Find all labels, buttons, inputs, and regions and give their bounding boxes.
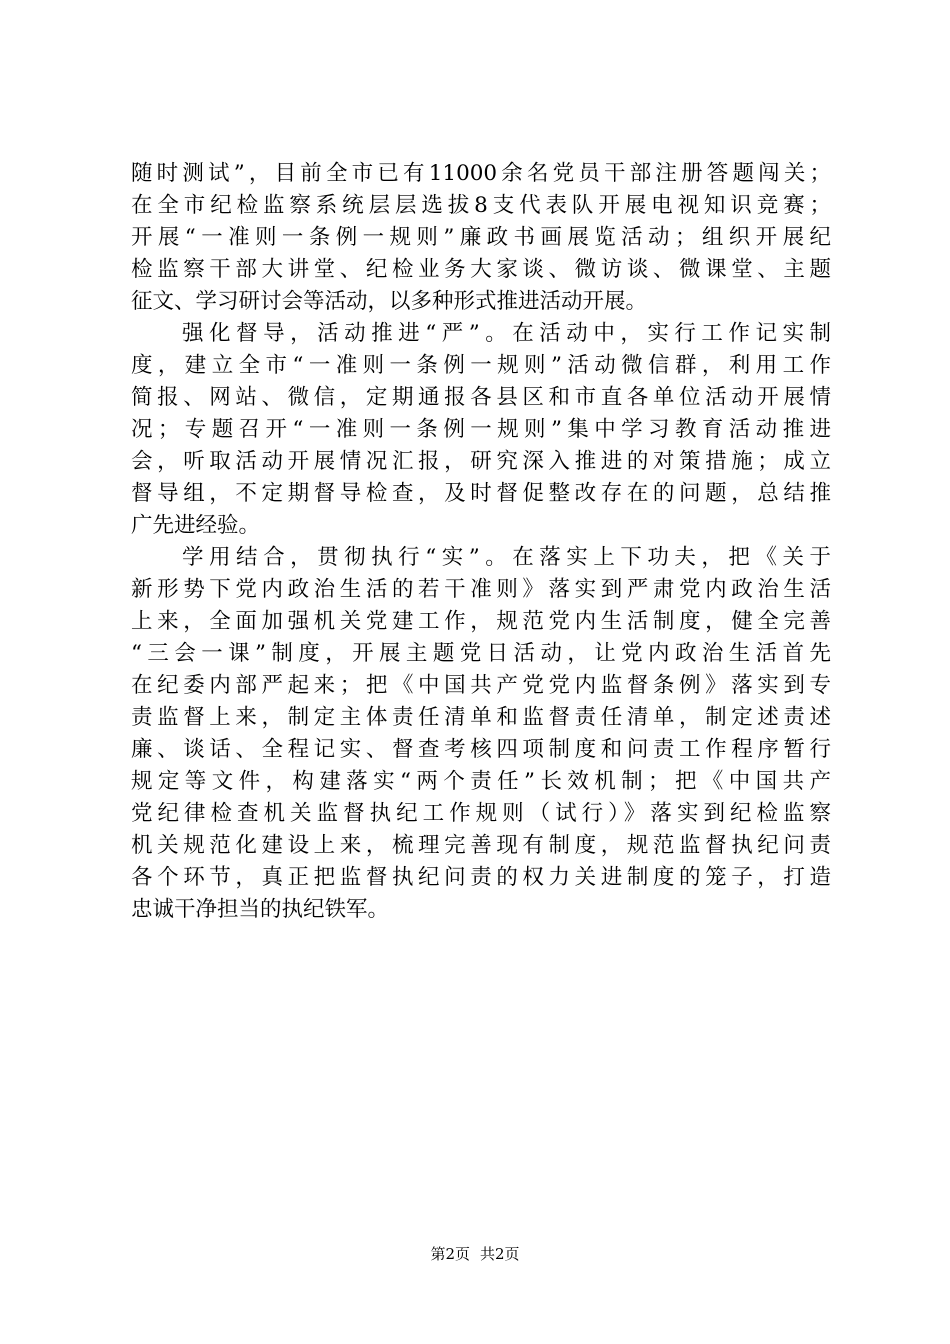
page-number: 第2页: [430, 1245, 470, 1263]
text-line: 征文、学习研讨会等活动，以多种形式推进活动开展。: [131, 289, 648, 314]
text-line: 责监督上来，制定主体责任清单和监督责任清单，制定述责述: [131, 705, 831, 730]
text-line: 规定等文件，构建落实“两个责任”长效机制；把《中国共产: [131, 769, 831, 794]
text-line: 在全市纪检监察系统层层选拔8支代表队开展电视知识竞赛；: [131, 193, 831, 218]
text-line: 况；专题召开“一准则一条例一规则”集中学习教育活动推进: [131, 417, 831, 442]
text-line: 简报、网站、微信，定期通报各县区和市直各单位活动开展情: [131, 385, 831, 410]
text-line: “三会一课”制度，开展主题党日活动，让党内政治生活首先: [131, 641, 831, 666]
document-body: [131, 158, 831, 926]
text-line: 新形势下党内政治生活的若干准则》落实到严肃党内政治生活: [131, 577, 831, 602]
text-line: 在纪委内部严起来；把《中国共产党党内监督条例》落实到专: [131, 673, 831, 698]
page-total: 共2页: [480, 1245, 520, 1263]
paragraph-start-line: 学用结合，贯彻执行“实”。在落实上下功夫，把《关于: [182, 545, 831, 570]
text-line: 会，听取活动开展情况汇报，研究深入推进的对策措施；成立: [131, 449, 831, 474]
page-footer: [0, 1244, 950, 1264]
text-line: 上来，全面加强机关党建工作，规范党内生活制度，健全完善: [131, 609, 831, 634]
text-line: 党纪律检查机关监督执纪工作规则（试行）》落实到纪检监察: [131, 801, 831, 826]
text-line: 检监察干部大讲堂、纪检业务大家谈、微访谈、微课堂、主题: [131, 257, 831, 282]
text-line: 度，建立全市“一准则一条例一规则”活动微信群，利用工作: [131, 353, 831, 378]
paragraph-start-line: 强化督导，活动推进“严”。在活动中，实行工作记实制: [182, 321, 831, 346]
text-line: 开展“一准则一条例一规则”廉政书画展览活动；组织开展纪: [131, 225, 831, 250]
text-line: 廉、谈话、全程记实、督查考核四项制度和问责工作程序暂行: [131, 737, 831, 762]
text-line: 随时测试”，目前全市已有11000余名党员干部注册答题闯关；: [131, 161, 831, 186]
text-line: 忠诚干净担当的执纪铁军。: [131, 897, 390, 922]
text-line: 机关规范化建设上来，梳理完善现有制度，规范监督执纪问责: [131, 833, 831, 858]
text-line: 各个环节，真正把监督执纪问责的权力关进制度的笼子，打造: [131, 865, 831, 890]
text-line: 广先进经验。: [131, 513, 261, 538]
text-line: 督导组，不定期督导检查，及时督促整改存在的问题，总结推: [131, 481, 831, 506]
